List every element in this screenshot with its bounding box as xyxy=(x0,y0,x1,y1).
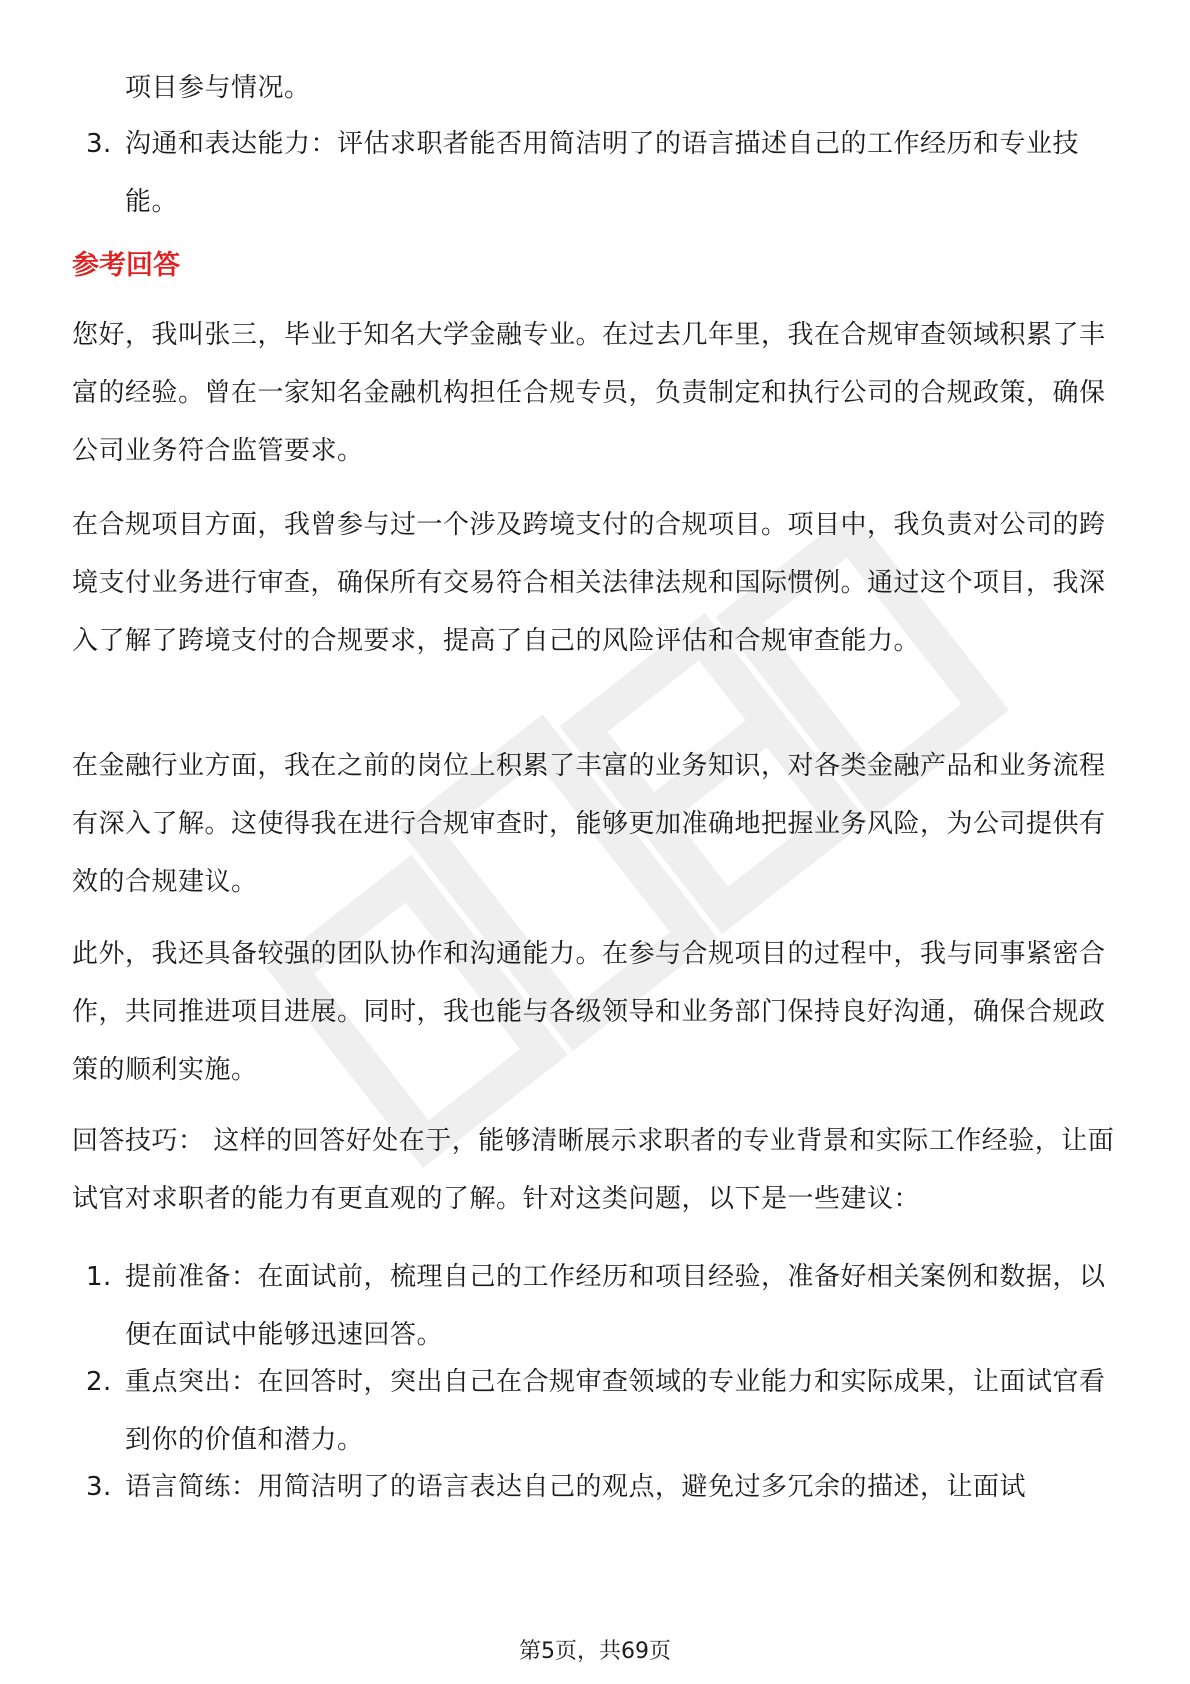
section-heading: 参考回答 xyxy=(72,250,180,281)
list-item xyxy=(72,1353,1120,1469)
page-number-footer: 第5页，共69页 xyxy=(519,1639,671,1664)
paragraph: 在金融行业方面，我在之前的岗位上积累了丰富的业务知识，对各类金融产品和业务流程有深入了解。这使得我在进行合规审查时，能够更加准确地把握业务风险，为公司提供有效的合规建议。 xyxy=(72,751,1106,897)
list-item-text: 重点突出：在回答时，突出自己在合规审查领域的专业能力和实际成果，让面试官看到你的价值和潜力。 xyxy=(125,1367,1106,1455)
list-item xyxy=(72,1248,1120,1364)
list-item-number: 1. xyxy=(86,1262,112,1292)
list-item-continuation xyxy=(72,59,1120,117)
list-item-text: 提前准备：在面试前，梳理自己的工作经历和项目经验，准备好相关案例和数据，以便在面试中能够迅速回答。 xyxy=(125,1262,1106,1350)
list-item-number: 3. xyxy=(86,129,112,159)
list-item-text: 沟通和表达能力：评估求职者能否用简洁明了的语言描述自己的工作经历和专业技能。 xyxy=(125,129,1080,217)
paragraph: 回答技巧： 这样的回答好处在于，能够清晰展示求职者的专业背景和实际工作经验，让面试官对求职者的能力有更直观的了解。针对这类问题，以下是一些建议： xyxy=(72,1126,1115,1214)
list-item-number: 3. xyxy=(86,1472,112,1502)
list-item xyxy=(72,1458,1120,1516)
paragraph: 此外，我还具备较强的团队协作和沟通能力。在参与合规项目的过程中，我与同事紧密合作，共同推进项目进展。同时，我也能与各级领导和业务部门保持良好沟通，确保合规政策的顺利实施。 xyxy=(72,939,1106,1085)
paragraph: 在合规项目方面，我曾参与过一个涉及跨境支付的合规项目。项目中，我负责对公司的跨境支付业务进行审查，确保所有交易符合相关法律法规和国际惯例。通过这个项目，我深入了解了跨境支付的合规要求，提高了自己的风险评估和合规审查能力。 xyxy=(72,510,1106,656)
paragraph: 您好，我叫张三，毕业于知名大学金融专业。在过去几年里，我在合规审查领域积累了丰富的经验。曾在一家知名金融机构担任合规专员，负责制定和执行公司的合规政策，确保公司业务符合监管要求。 xyxy=(72,320,1106,466)
list-item-text: 项目参与情况。 xyxy=(125,73,311,103)
list-item xyxy=(72,115,1120,231)
list-item-text: 语言简练：用简洁明了的语言表达自己的观点，避免过多冗余的描述，让面试 xyxy=(125,1472,1027,1502)
list-item-number: 2. xyxy=(86,1367,112,1397)
